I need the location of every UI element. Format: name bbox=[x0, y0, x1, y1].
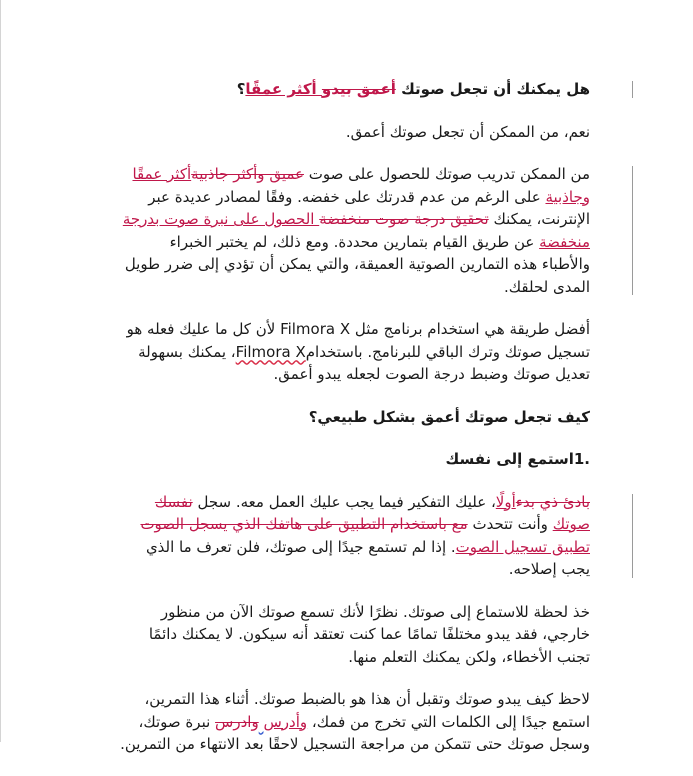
inserted-text: أولًا bbox=[495, 492, 516, 511]
text-run: .1استمع إلى نفسك bbox=[445, 450, 590, 468]
document-heading[interactable] bbox=[118, 448, 590, 471]
deleted-text: نفسك bbox=[154, 492, 193, 511]
text-run: أفضل طريقة هي استخدام برنامج مثل Filmora X لأن كل ما عليك فعله هو تسجيل صوتك وترك الباقي للبرنامج. باستخدام bbox=[126, 320, 590, 361]
text-run: على الرغم من عدم قدرتك على خفضه. وفقًا لمصادر عديدة عبر الإنترنت، يمكنك bbox=[148, 187, 590, 228]
document-paragraph[interactable] bbox=[118, 163, 590, 298]
deleted-text: وادرس bbox=[215, 712, 259, 731]
deleted-text: تحقيق درجة صوت منخفضة bbox=[319, 210, 489, 228]
text-run: ، يمكنك بسهولة تعديل صوتك وضبط درجة الصوت لجعله يبدو أعمق. bbox=[138, 342, 590, 383]
text-run: خذ لحظة للاستماع إلى صوتك. نظرًا لأنك تسمع صوتك الآن من منظور خارجي، فقد يبدو مختلفًا تمامًا عما كنت تعتقد أنه سيكون. لا يمكنك دائمًا تجنب الأخطاء، ولكن يمكنك التعلم منها. bbox=[148, 602, 590, 666]
change-bar bbox=[632, 166, 633, 295]
text-run: ، عليك التفكير فيما يجب عليك العمل معه. سجل bbox=[192, 492, 496, 511]
page-left-edge bbox=[0, 0, 1, 742]
deleted-text: مع باستخدام التطبيق على هاتفك الذي يسجل الصوت bbox=[140, 515, 468, 533]
text-run: . إذا لم تستمع جيدًا إلى صوتك، فلن تعرف ما الذي يجب إصلاحه. bbox=[145, 537, 590, 578]
text-run: هل يمكنك أن تجعل صوتك bbox=[395, 80, 590, 98]
text-run: من الممكن تدريب صوتك للحصول على صوت bbox=[303, 165, 590, 183]
document-paragraph[interactable] bbox=[118, 688, 590, 756]
change-bar bbox=[632, 81, 633, 98]
document-paragraph[interactable] bbox=[118, 491, 590, 581]
document-paragraph[interactable] bbox=[118, 318, 590, 386]
inserted-text: أكثر عمقًا وجاذبية bbox=[132, 165, 590, 206]
document-body[interactable] bbox=[118, 78, 590, 776]
document-heading[interactable] bbox=[118, 406, 590, 429]
deleted-text: بادئ ذي بدء bbox=[515, 492, 590, 511]
change-bar bbox=[632, 494, 633, 578]
deleted-text: أعمق بيدو bbox=[321, 80, 396, 98]
text-run: نعم، من الممكن أن تجعل صوتك أعمق. bbox=[345, 122, 590, 141]
text-run: ؟ bbox=[236, 80, 246, 98]
inserted-text: الحصول على نبرة صوت بدرجة منخفضة bbox=[122, 210, 590, 251]
document-paragraph[interactable] bbox=[118, 601, 590, 669]
inserted-text: أكثر عمقًا bbox=[245, 80, 322, 98]
document-paragraph[interactable] bbox=[118, 121, 590, 144]
text-run: نبرة صوتك، وسجل صوتك حتى تتمكن من مراجعة التسجيل لاحقًا بعد الانتهاء من التمرين. bbox=[120, 712, 590, 753]
text-run: وأنت تتحدث bbox=[467, 515, 553, 533]
inserted-text: وأدرس bbox=[263, 712, 308, 731]
spelling-flag-text: Filmora X bbox=[235, 342, 306, 361]
inserted-text: تطبيق تسجيل الصوت bbox=[455, 537, 590, 556]
text-run: عن طريق القيام بتمارين محددة. ومع ذلك، لم يختبر الخبراء والأطباء هذه التمارين الصوتية العميقة، والتي يمكن أن تؤدي إلى ضرر طويل المدى لحلقك. bbox=[124, 232, 590, 296]
text-run: كيف تجعل صوتك أعمق بشكل طبيعي؟ bbox=[308, 407, 590, 426]
inserted-text: صوتك bbox=[552, 515, 590, 533]
text-run: لاحظ كيف يبدو صوتك وتقبل أن هذا هو بالضبط صوتك. أثناء هذا التمرين، استمع جيدًا إلى الكلمات التي تخرج من فمك، bbox=[144, 690, 590, 731]
document-heading[interactable] bbox=[118, 78, 590, 101]
deleted-text: عميق وأكثر جاذبية bbox=[191, 165, 304, 183]
